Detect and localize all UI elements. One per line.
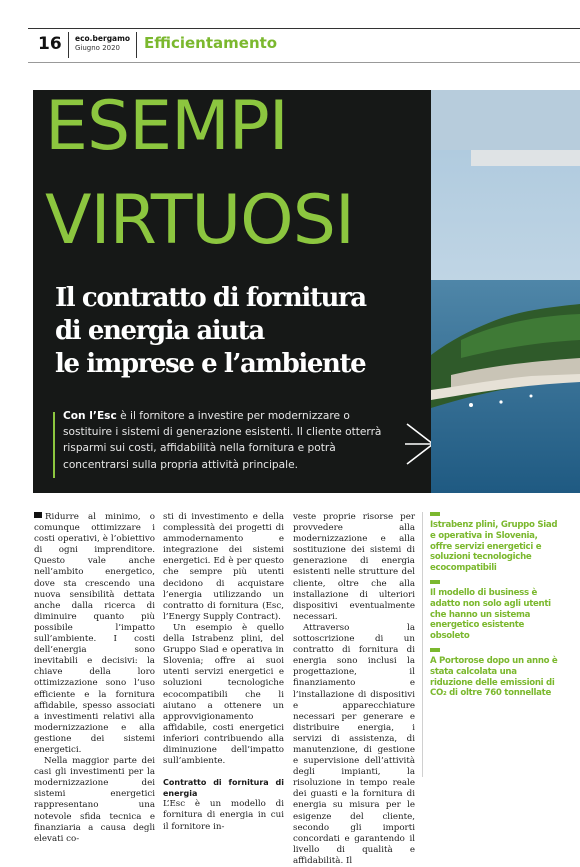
headline-line: Il contratto di fornitura (55, 283, 366, 313)
article-column-1 (34, 512, 155, 845)
hero-dark-panel (33, 87, 431, 493)
lead-text: è il fornitore a investire per modernizzare o sostituire i sistemi di generazione esistenti. Il cliente otterrà risparmi sui costi, affidabilità nella fornitura e potrà concentrarsi sulla propria attività principale. (63, 410, 382, 471)
coastline-photo (431, 90, 580, 493)
fact-item (430, 512, 558, 574)
article-column-3 (293, 512, 415, 867)
issue-date: Giugno 2020 (75, 44, 121, 52)
page-number: 16 (38, 34, 62, 54)
paragraph: veste proprie risorse per provvedere alla modernizzazione e alla sostituzione dei sistemi di generazione di energia esistenti nelle strutture del cliente, oltre che alla installazione di ulteriori dispositivi eventualmente necessari. (293, 512, 415, 622)
lead-accent-bar (53, 412, 55, 478)
paragraph: Attraverso la sottoscrizione di un contratto di fornitura di energia sono inclusi la progettazione, il finanziamento e l’installazione di dispositivi e apparecchiature necessari per generare e distribuire energia, i servizi di assistenza, di manutenzione, di gestione e supervisione dell’attività degli impianti, la risoluzione in tempo reale dei guasti e la fornitura di energia su misura per le esigenze del cliente, secondo gli importi concordati e garantendo il livello di qualità e affidabilità. Il (293, 622, 415, 866)
key-facts (430, 512, 558, 705)
fact-text: Istrabenz plini, Gruppo Siad e operativa in Slovenia, offre servizi energetici e soluzioni tecnologiche ecocompatibili (430, 520, 558, 574)
lead-bold: Con l’Esc (63, 410, 117, 422)
column-rule (422, 512, 423, 777)
fact-item (430, 580, 558, 642)
paragraph: Un esempio è quello della Istrabenz plini, del Gruppo Siad e operativa in Slovenia; offre ai suoi utenti servizi energetici e soluzioni tecnologiche ecocompatibili che li aiutano a ottenere un approvvigionamento affidabile, costi energetici inferiori contribuendo alla diminuzione dell’impatto sull’ambiente. (163, 622, 284, 767)
article-column-2 (163, 512, 284, 833)
hero-title-line1: ESEMPI (45, 87, 288, 166)
green-bullet-icon (430, 580, 440, 584)
header-divider (136, 32, 137, 58)
paragraph: L’Esc è un modello di fornitura di energia in cui il fornitore in- (163, 799, 284, 832)
headline-line: le imprese e l’ambiente (55, 349, 366, 379)
hero-block (33, 87, 580, 493)
green-bullet-icon (430, 512, 440, 516)
paragraph (34, 512, 155, 756)
headline-line: di energia aiuta (55, 316, 264, 346)
fact-item (430, 648, 558, 699)
section-title: Efficientamento (144, 34, 278, 52)
subheading: Contratto di fornitura di energia (163, 778, 284, 799)
paragraph: Nella maggior parte dei casi gli investimenti per la modernizzazione dei sistemi energetici rappresentano una notevole sfida tecnica e finanziaria a causa degli elevati co- (34, 756, 155, 844)
header-divider (68, 32, 69, 58)
lead-block (53, 408, 423, 486)
page-header (28, 24, 580, 64)
fact-text: Il modello di business è adatto non solo agli utenti che hanno un sistema energetico esistente obsoleto (430, 587, 551, 642)
lead-paragraph (63, 408, 393, 473)
hero-title-line2: VIRTUOSI (45, 181, 354, 260)
header-rule (28, 28, 580, 29)
green-bullet-icon (430, 648, 440, 652)
headline (55, 282, 425, 381)
header-rule (28, 62, 580, 63)
square-bullet-icon (34, 512, 42, 518)
paragraph-text: Ridurre al minimo, o comunque ottimizzare i costi operativi, è l’obiettivo di ogni imprenditore. Questo vale anche nell’ambito energetico, dove sta crescendo una nuova sensibilità dettata anche dalla ricerca di diminuire quanto più possibile l’impatto sull’ambiente. I costi dell’energia sono inevitabili e decisivi: la chiave della loro ottimizzazione sono l’uso efficiente e la fornitura affidabile, spesso associati a investimenti relativi alla modernizzazione e alla gestione dei sistemi energetici. (34, 512, 155, 755)
fact-text: A Portorose dopo un anno è stata calcolata una riduzione delle emissioni di CO₂ di oltre 760 tonnellate (430, 655, 558, 699)
paragraph: sti di investimento e della complessità dei progetti di ammodernamento e integrazione dei sistemi energetici. Ed è per questo che sempre più utenti decidono di acquistare l’energia utilizzando un contratto di fornitura (Esc, l’Energy Supply Contract). (163, 512, 284, 622)
publication-name: eco.bergamo (75, 34, 131, 43)
